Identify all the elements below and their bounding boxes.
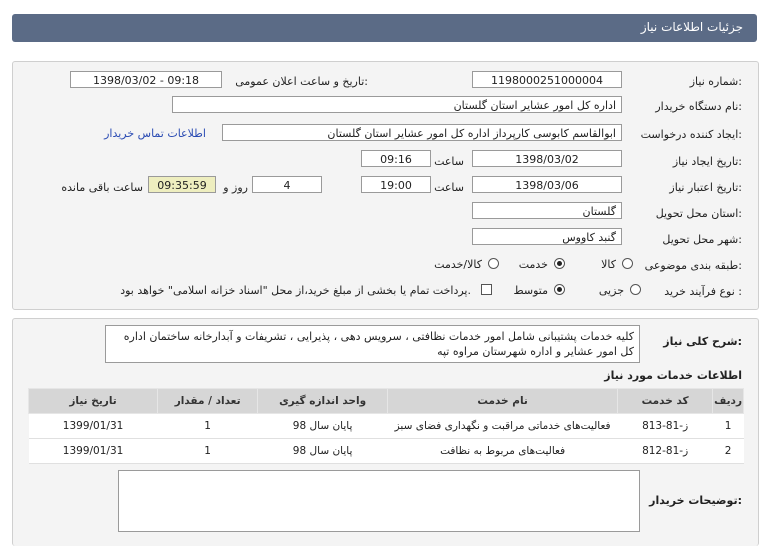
col-service-name: نام خدمت: [388, 389, 618, 414]
services-table: [28, 388, 744, 464]
province-field: گلستان: [472, 202, 622, 219]
validity-time-field: 19:00: [361, 176, 431, 193]
cell-unit: پایان سال 98: [258, 414, 388, 439]
cell-quantity: 1: [158, 414, 258, 439]
announce-datetime-label: تاریخ و ساعت اعلان عمومی:: [235, 75, 368, 88]
summary-label: شرح کلی نیاز:: [663, 335, 742, 348]
request-creator-field: ابوالقاسم کابوسی کارپرداز اداره کل امور عشایر استان گلستان: [222, 124, 622, 141]
province-label: استان محل تحویل:: [655, 207, 742, 220]
treasury-payment-checkbox[interactable]: [481, 284, 492, 295]
request-creator-label: ایجاد کننده درخواست:: [640, 128, 742, 141]
need-number-field: 1198000251000004: [472, 71, 622, 88]
created-time-label: ساعت: [434, 155, 464, 168]
remaining-time-field: 09:35:59: [148, 176, 216, 193]
days-label: روز و: [223, 181, 248, 194]
cell-unit: پایان سال 98: [258, 439, 388, 464]
category-option-service: خدمت: [518, 258, 548, 271]
page-title: جزئیات اطلاعات نیاز: [640, 20, 743, 34]
services-section-title: اطلاعات خدمات مورد نیاز: [604, 369, 742, 382]
col-need-date: تاریخ نیاز: [29, 389, 158, 414]
table-row: [29, 414, 744, 439]
buyer-org-label: نام دستگاه خریدار:: [655, 100, 742, 113]
buyer-notes-field: [118, 470, 640, 532]
cell-service-name: فعالیت‌های خدماتی مراقبت و نگهداری فضای سبز: [388, 414, 618, 439]
process-radio-minor[interactable]: [630, 284, 641, 295]
summary-text: کلیه خدمات پشتیبانی شامل امور خدمات نظافتی ، سرویس دهی ، پذیرایی ، تشریفات و آبدارخانه ساختمان اداره کل امور عشایر و اداره شهرستان مراوه تپه: [105, 325, 640, 363]
cell-service-code: ز-81-812: [618, 439, 713, 464]
col-service-code: کد خدمت: [618, 389, 713, 414]
city-field: گنبد کاووس: [472, 228, 622, 245]
cell-quantity: 1: [158, 439, 258, 464]
city-label: شهر محل تحویل:: [662, 233, 742, 246]
cell-service-name: فعالیت‌های مربوط به نظافت: [388, 439, 618, 464]
process-radio-medium[interactable]: [554, 284, 565, 295]
process-option-medium: متوسط: [513, 284, 548, 297]
col-row-number: ردیف: [713, 389, 744, 414]
created-date-field: 1398/03/02: [472, 150, 622, 167]
cell-row-number: 2: [713, 439, 744, 464]
col-unit: واحد اندازه گیری: [258, 389, 388, 414]
category-radio-goods[interactable]: [622, 258, 633, 269]
category-option-goods-service: کالا/خدمت: [434, 258, 482, 271]
services-table-header: [29, 389, 744, 414]
cell-need-date: 1399/01/31: [29, 414, 158, 439]
category-radio-goods-service[interactable]: [488, 258, 499, 269]
cell-need-date: 1399/01/31: [29, 439, 158, 464]
category-radio-service[interactable]: [554, 258, 565, 269]
need-number-label: شماره نیاز:: [689, 75, 742, 88]
col-quantity: تعداد / مقدار: [158, 389, 258, 414]
category-option-goods: کالا: [601, 258, 616, 271]
remaining-time-label: ساعت باقی مانده: [61, 181, 143, 194]
buyer-notes-label: توضیحات خریدار:: [649, 494, 742, 507]
remaining-days-field: 4: [252, 176, 322, 193]
created-date-label: تاریخ ایجاد نیاز:: [672, 155, 742, 168]
validity-time-label: ساعت: [434, 181, 464, 194]
cell-row-number: 1: [713, 414, 744, 439]
table-row: [29, 439, 744, 464]
validity-date-field: 1398/03/06: [472, 176, 622, 193]
page-header: [12, 14, 757, 42]
process-type-label: نوع فرآیند خرید :: [664, 285, 742, 298]
process-option-minor: جزیی: [598, 284, 624, 297]
buyer-contact-link[interactable]: اطلاعات تماس خریدار: [104, 127, 206, 140]
cell-service-code: ز-81-813: [618, 414, 713, 439]
buyer-org-field: اداره کل امور عشایر استان گلستان: [172, 96, 622, 113]
created-time-field: 09:16: [361, 150, 431, 167]
validity-date-label: تاریخ اعتبار نیاز:: [669, 181, 742, 194]
treasury-payment-note: پرداخت تمام یا بخشی از مبلغ خرید،از محل "اسناد خزانه اسلامی" خواهد بود.: [120, 284, 471, 297]
announce-datetime-field: 1398/03/02 - 09:18: [70, 71, 222, 88]
category-label: طبقه بندی موضوعی:: [644, 259, 742, 272]
